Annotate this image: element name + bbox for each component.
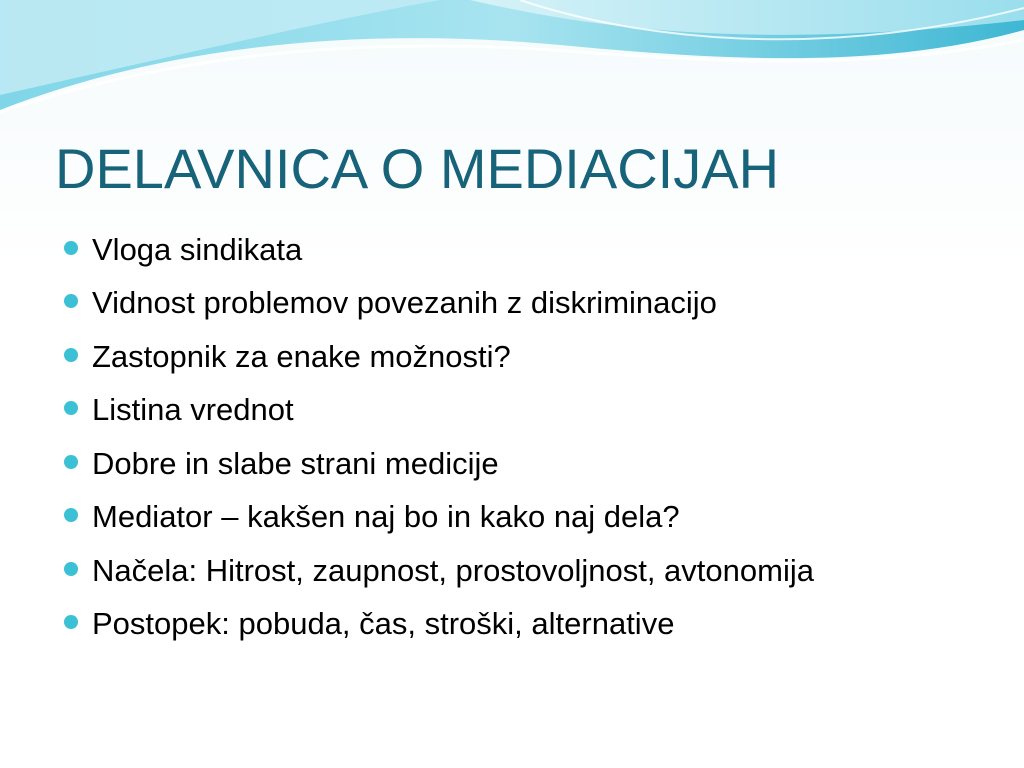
bullet-dot-icon [64, 508, 78, 522]
header-wave-decoration [0, 0, 1024, 120]
bullet-dot-icon [64, 401, 78, 415]
bullet-text: Vloga sindikata [92, 231, 303, 267]
bullet-item [64, 491, 814, 545]
bullet-text: Dobre in slabe strani medicije [92, 445, 499, 481]
bullet-item [64, 437, 814, 491]
bullet-text: Načela: Hitrost, zaupnost, prostovoljnost, avtonomija [92, 552, 814, 588]
bullet-item [64, 544, 814, 598]
bullet-list [64, 223, 814, 651]
bullet-item [64, 330, 814, 384]
bullet-item [64, 223, 814, 277]
bullet-dot-icon [64, 455, 78, 469]
bullet-text: Postopek: pobuda, čas, stroški, alternative [92, 606, 675, 642]
bullet-dot-icon [64, 294, 78, 308]
bullet-dot-icon [64, 562, 78, 576]
bullet-item [64, 598, 814, 652]
bullet-text: Listina vrednot [92, 392, 294, 428]
bullet-text: Vidnost problemov povezanih z diskriminacijo [92, 285, 717, 321]
bullet-dot-icon [64, 615, 78, 629]
bullet-text: Mediator – kakšen naj bo in kako naj dela? [92, 499, 680, 535]
bullet-text: Zastopnik za enake možnosti? [92, 338, 511, 374]
bullet-item [64, 277, 814, 331]
bullet-item [64, 384, 814, 438]
bullet-dot-icon [64, 241, 78, 255]
bullet-dot-icon [64, 348, 78, 362]
slide-title: DELAVNICA O MEDIACIJAH [55, 137, 780, 200]
